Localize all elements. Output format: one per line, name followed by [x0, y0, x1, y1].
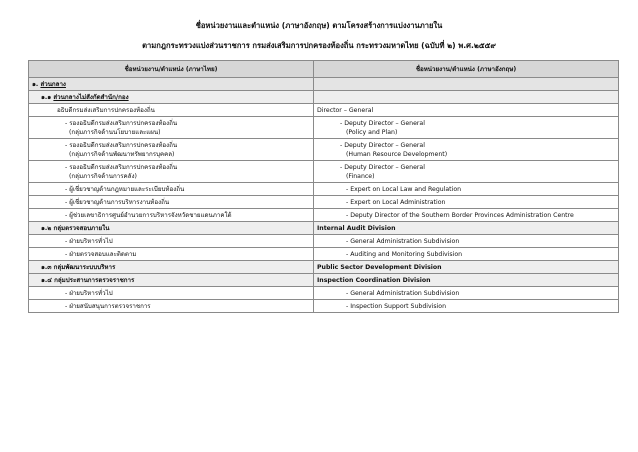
section-number: ๑. [32, 81, 39, 88]
table-row [29, 139, 619, 161]
subsection-en-cell: Internal Audit Division [314, 222, 619, 235]
table-row [29, 117, 619, 139]
position-th: อธิบดีกรมส่งเสริมการปกครองท้องถิ่น [29, 104, 314, 117]
subsection-label: ส่วนกลางไม่สังกัดสำนัก/กอง [53, 94, 129, 101]
position-th: - ฝ่ายสนับสนุนการตรวจราชการ [29, 300, 314, 313]
position-en-line2: (Policy and Plan) [346, 129, 398, 136]
table-row [29, 300, 619, 313]
section-cell [29, 78, 314, 91]
position-en: - Inspection Support Subdivision [314, 300, 619, 313]
subsection-row [29, 274, 619, 287]
position-en-line1: - Deputy Director – General [340, 120, 425, 127]
position-th [29, 139, 314, 161]
position-th-line1: - รองอธิบดีกรมส่งเสริมการปกครองท้องถิ่น [65, 120, 178, 127]
position-en [314, 139, 619, 161]
position-en [314, 117, 619, 139]
position-en-line1: - Deputy Director – General [340, 142, 425, 149]
position-en: - Expert on Local Administration [314, 196, 619, 209]
position-th [29, 117, 314, 139]
subsection-label: กลุ่มประสานการตรวจราชการ [54, 277, 135, 284]
position-th: - ฝ่ายตรวจสอบและติดตาม [29, 248, 314, 261]
position-th: - ฝ่ายบริหารทั่วไป [29, 287, 314, 300]
position-en-line1: - Deputy Director – General [340, 164, 425, 171]
table-row [29, 287, 619, 300]
position-en-line2: (Human Resource Development) [346, 151, 448, 158]
subsection-row [29, 91, 619, 104]
section-en-cell [314, 78, 619, 91]
org-structure-table [28, 60, 619, 313]
subsection-row [29, 261, 619, 274]
position-th-line2: (กลุ่มภารกิจด้านการคลัง) [69, 173, 137, 180]
subsection-cell [29, 261, 314, 274]
position-th-line2: (กลุ่มภารกิจด้านนโยบายและแผน) [69, 129, 161, 136]
subsection-number: ๑.๑ [41, 94, 52, 101]
header-thai-column: ชื่อหน่วยงาน/ตำแหน่ง (ภาษาไทย) [29, 61, 314, 78]
section-label: ส่วนกลาง [40, 81, 66, 88]
subsection-cell [29, 222, 314, 235]
table-row [29, 104, 619, 117]
subsection-en-cell [314, 91, 619, 104]
position-en: - General Administration Subdivision [314, 235, 619, 248]
position-en [314, 161, 619, 183]
position-th [29, 161, 314, 183]
position-th-line2: (กลุ่มภารกิจด้านพัฒนาทรัพยากรบุคคล) [69, 151, 175, 158]
position-en: - Auditing and Monitoring Subdivision [314, 248, 619, 261]
subsection-label: กลุ่มพัฒนาระบบบริหาร [53, 264, 116, 271]
document-title: ชื่อหน่วยงานและตำแหน่ง (ภาษาอังกฤษ) ตามโครงสร้างการแบ่งงานภายใน [195, 21, 443, 30]
section-row [29, 78, 619, 91]
position-th-line1: - รองอธิบดีกรมส่งเสริมการปกครองท้องถิ่น [65, 142, 178, 149]
position-en: Director – General [314, 104, 619, 117]
table-row [29, 248, 619, 261]
position-th-line1: - รองอธิบดีกรมส่งเสริมการปกครองท้องถิ่น [65, 164, 178, 171]
position-en: - Expert on Local Law and Regulation [314, 183, 619, 196]
position-th: - ฝ่ายบริหารทั่วไป [29, 235, 314, 248]
document-subtitle: ตามกฎกระทรวงแบ่งส่วนราชการ กรมส่งเสริมการปกครองท้องถิ่น กระทรวงมหาดไทย (ฉบับที่ ๒) พ.ศ.๒๕๕๙ [142, 41, 496, 50]
subsection-number: ๑.๔ [41, 277, 52, 284]
header-english-column: ชื่อหน่วยงาน/ตำแหน่ง (ภาษาอังกฤษ) [314, 61, 619, 78]
table-row [29, 196, 619, 209]
subsection-cell [29, 274, 314, 287]
subsection-label: กลุ่มตรวจสอบภายใน [53, 225, 110, 232]
table-row [29, 235, 619, 248]
position-th: - ผู้เชี่ยวชาญด้านการบริหารงานท้องถิ่น [29, 196, 314, 209]
table-header-row [29, 61, 619, 78]
subsection-en-cell: Public Sector Development Division [314, 261, 619, 274]
subsection-row [29, 222, 619, 235]
position-en: - General Administration Subdivision [314, 287, 619, 300]
position-en: - Deputy Director of the Southern Border Provinces Administration Centre [314, 209, 619, 222]
subsection-en-cell: Inspection Coordination Division [314, 274, 619, 287]
table-row [29, 183, 619, 196]
position-th: - ผู้เชี่ยวชาญด้านกฎหมายและระเบียบท้องถิ่น [29, 183, 314, 196]
table-row [29, 161, 619, 183]
subsection-number: ๑.๒ [41, 225, 52, 232]
subsection-cell [29, 91, 314, 104]
position-en-line2: (Finance) [346, 173, 375, 180]
table-row [29, 209, 619, 222]
subsection-number: ๑.๓ [41, 264, 52, 271]
position-th: - ผู้ช่วยเลขาธิการศูนย์อำนวยการบริหารจังหวัดชายแดนภาคใต้ [29, 209, 314, 222]
